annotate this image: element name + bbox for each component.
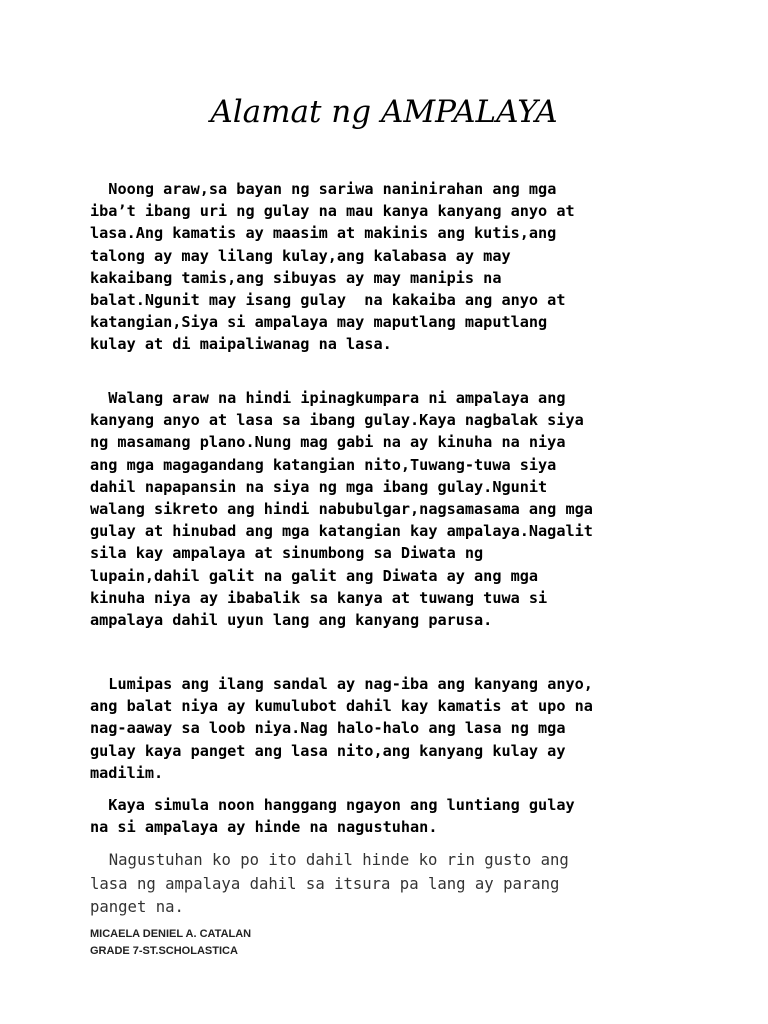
paragraph-1: Noong araw,sa bayan ng sariwa naninirahan ang mga iba’t ibang uri ng gulay na mau kanya kanyang anyo at lasa.Ang kamatis ay maasim at makinis ang kutis,ang talong ay may lilang kulay,ang kalabasa ay may kakaibang tamis,ang sibuyas ay may manipis na balat.Ngunit may isang gulay na kakaiba ang anyo at katangian,Siya si ampalaya may maputlang maputlang kulay at di maipaliwanag na lasa.: [90, 180, 575, 354]
author-grade: GRADE 7-ST.SCHOLASTICA: [90, 945, 238, 957]
paragraph-3: Lumipas ang ilang sandal ay nag-iba ang kanyang anyo, ang balat niya ay kumulubot dahil kay kamatis at upo na nag-aaway sa loob niya.Nag halo-halo ang lasa ng mga gulay kaya panget ang lasa nito,ang kanyang kulay ay madilim.: [90, 675, 593, 782]
author-block: [90, 926, 251, 960]
document-title: [0, 92, 768, 132]
author-name: MICAELA DENIEL A. CATALAN: [90, 928, 252, 940]
paragraph-2: Walang araw na hindi ipinagkumpara ni ampalaya ang kanyang anyo at lasa sa ibang gulay.Kaya nagbalak siya ng masamang plano.Nung mag gabi na ay kinuha na niya ang mga magagandang katangian nito,Tuwang-tuwa siya dahil napapansin na siya ng mga ibang gulay.Ngunit walang sikreto ang hindi nabubulgar,nagsamasama ang mga gulay at hinubad ang mga katangian kay ampalaya.Nagalit sila kay ampalaya at sinumbong sa Diwata ng lupain,dahil galit na galit ang Diwata ay ang mga kinuha niya ay ibabalik sa kanya at tuwang tuwa si ampalaya dahil uyun lang ang kanyang parusa.: [90, 389, 593, 630]
paragraph-4: Kaya simula noon hanggang ngayon ang luntiang gulay na si ampalaya ay hinde na nagustuhan.: [90, 796, 575, 837]
title-main: AMPALAYA: [380, 94, 558, 130]
title-prefix: Alamat ng: [210, 94, 381, 130]
paragraph-5: Nagustuhan ko po ito dahil hinde ko rin gusto ang lasa ng ampalaya dahil sa itsura pa lang ay parang panget na.: [90, 851, 569, 916]
